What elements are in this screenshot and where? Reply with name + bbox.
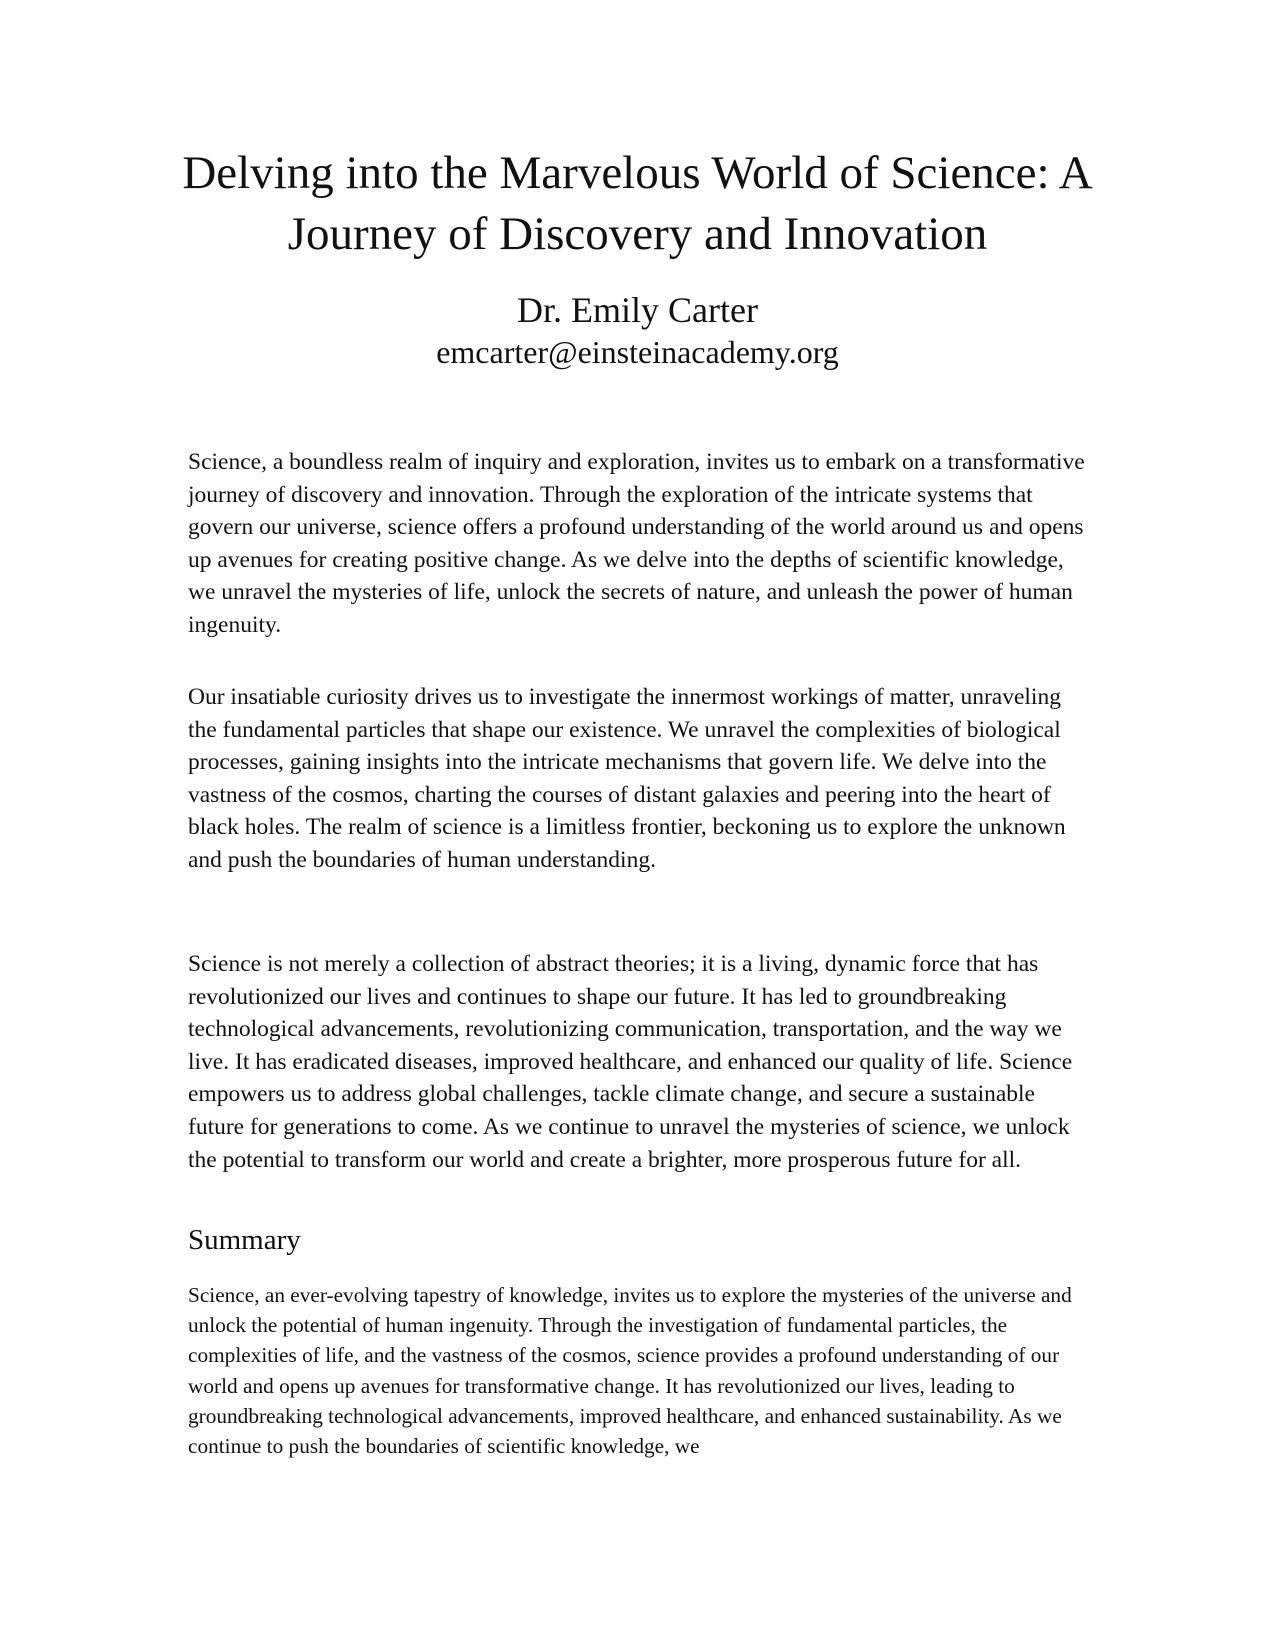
body-paragraph-2: Our insatiable curiosity drives us to investigate the innermost workings of matter, unraveling the fundamental particles that shape our existence. We unravel the complexities of biological processes, gaining insights into the intricate mechanisms that govern life. We delve into the vastness of the cosmos, charting the courses of distant galaxies and peering into the heart of black holes. The realm of science is a limitless frontier, beckoning us to explore the unknown and push the boundaries of human understanding. — [188, 684, 1066, 873]
author-email: emcarter@einsteinacademy.org — [436, 334, 839, 370]
summary-heading: Summary — [188, 1224, 301, 1256]
body-paragraph-3: Science is not merely a collection of abstract theories; it is a living, dynamic force that has revolutionized our lives and continues to shape our future. It has led to groundbreaking technological advancements, revolutionizing communication, transportation, and the way we live. It has eradicated diseases, improved healthcare, and enhanced our quality of life. Science empowers us to address global challenges, tackle climate change, and secure a sustainable future for generations to come. As we continue to unravel the mysteries of science, we unlock the potential to transform our world and create a brighter, more prosperous future for all. — [188, 951, 1073, 1173]
summary-paragraph: Science, an ever-evolving tapestry of knowledge, invites us to explore the mysteries of the universe and unlock the potential of human ingenuity. Through the investigation of fundamental particles, the complexities of life, and the vastness of the cosmos, science provides a profound understanding of our world and opens up avenues for transformative change. It has revolutionized our lives, leading to groundbreaking technological advancements, improved healthcare, and enhanced sustainability. As we continue to push the boundaries of scientific knowledge, we — [188, 1283, 1072, 1459]
author-name: Dr. Emily Carter — [517, 290, 758, 330]
body-paragraph-1: Science, a boundless realm of inquiry and exploration, invites us to embark on a transformative journey of discovery and innovation. Through the exploration of the intricate systems that govern our universe, science offers a profound understanding of the world around us and opens up avenues for creating positive change. As we delve into the depths of scientific knowledge, we unravel the mysteries of life, unlock the secrets of nature, and unleash the power of human ingenuity. — [188, 449, 1085, 638]
document-title: Delving into the Marvelous World of Science: A Journey of Discovery and Innovation — [182, 147, 1093, 260]
